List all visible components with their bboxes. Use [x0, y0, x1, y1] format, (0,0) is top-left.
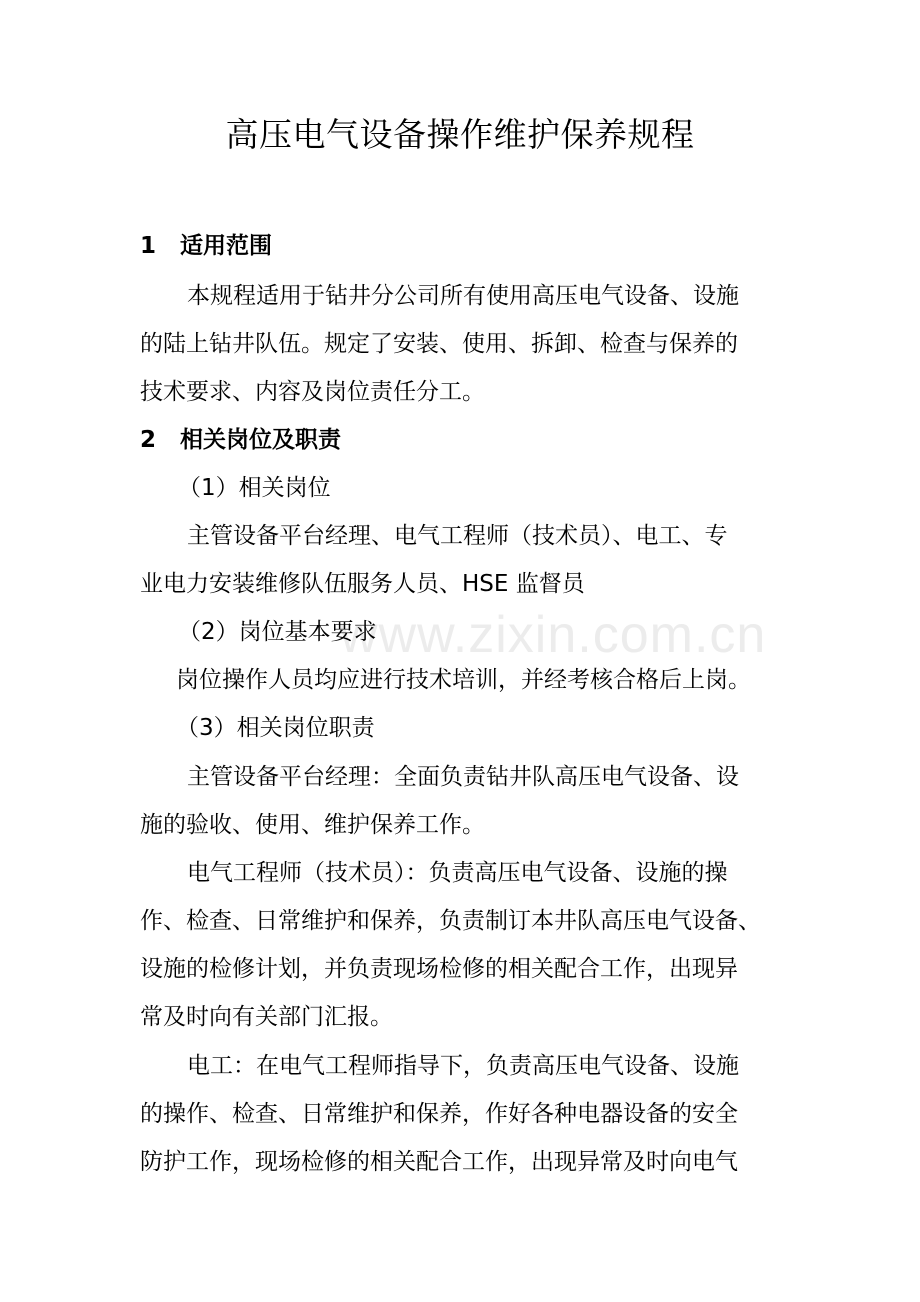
- paragraph-line: 的操作、检查、日常维护和保养，作好各种电器设备的安全: [140, 1101, 738, 1127]
- section-title: 相关岗位及职责: [180, 427, 341, 453]
- section-number: 1: [140, 233, 157, 259]
- watermark: www.zixin.com.cn: [340, 606, 767, 664]
- paragraph-line: 岗位操作人员均应进行技术培训，并经考核合格后上岗。: [176, 667, 751, 693]
- subheading-posts: （1）相关岗位: [178, 475, 331, 501]
- paragraph-line: 防护工作，现场检修的相关配合工作，出现异常及时向电气: [140, 1149, 738, 1175]
- section-2-heading: [140, 420, 800, 460]
- section-number: 2: [140, 427, 157, 453]
- paragraph-line: 施的验收、使用、维护保养工作。: [140, 812, 485, 838]
- paragraph-line: 主管设备平台经理、电气工程师（技术员）、电工、专: [187, 523, 728, 549]
- paragraph-line: 电气工程师（技术员）：负责高压电气设备、设施的操: [187, 860, 728, 886]
- paragraph-line: 技术要求、内容及岗位责任分工。: [140, 379, 485, 405]
- paragraph-line: 作、检查、日常维护和保养，负责制订本井队高压电气设备、: [140, 908, 761, 934]
- subheading-duties: （3）相关岗位职责: [176, 715, 375, 741]
- paragraph-line: 的陆上钻井队伍。规定了安装、使用、拆卸、检查与保养的: [140, 331, 738, 357]
- section-title: 适用范围: [180, 233, 272, 259]
- paragraph-line: 主管设备平台经理：全面负责钻井队高压电气设备、设: [187, 764, 739, 790]
- paragraph-line: 电工：在电气工程师指导下，负责高压电气设备、设施: [187, 1053, 739, 1079]
- subheading-requirements: （2）岗位基本要求: [178, 619, 377, 645]
- paragraph-line: 设施的检修计划，并负责现场检修的相关配合工作，出现异: [140, 956, 738, 982]
- section-1-heading: [140, 226, 800, 266]
- paragraph-line: 本规程适用于钻井分公司所有使用高压电气设备、设施: [187, 283, 739, 309]
- paragraph-line: 常及时向有关部门汇报。: [140, 1004, 393, 1030]
- document-title: 高压电气设备操作维护保养规程: [225, 115, 695, 154]
- paragraph-line: 业电力安装维修队伍服务人员、HSE 监督员: [140, 571, 585, 597]
